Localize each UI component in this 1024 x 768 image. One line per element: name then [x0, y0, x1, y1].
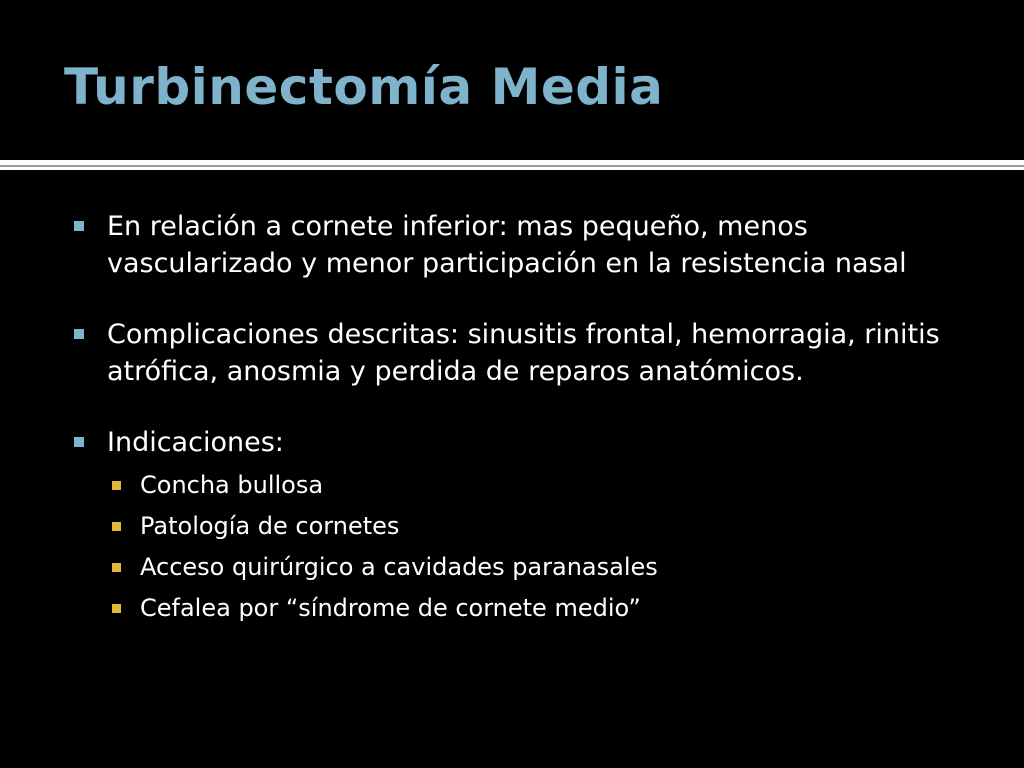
bullet-text: En relación a cornete inferior: mas pequeño, menos vascularizado y menor participación en la resistencia nasal [107, 211, 907, 279]
bullet-item [72, 208, 972, 282]
square-sub-bullet-icon [112, 563, 121, 572]
sub-bullet-item [107, 465, 972, 506]
square-bullet-icon [74, 437, 84, 447]
bullet-text: Indicaciones: [107, 427, 284, 458]
bullet-text: Complicaciones descritas: sinusitis frontal, hemorragia, rinitis atrófica, anosmia y perdida de reparos anatómicos. [107, 319, 940, 387]
bullet-list [72, 208, 972, 629]
square-bullet-icon [74, 329, 84, 339]
sub-bullet-list [107, 465, 972, 629]
sub-bullet-text: Acceso quirúrgico a cavidades paranasales [140, 553, 658, 581]
sub-bullet-text: Concha bullosa [140, 471, 324, 499]
title-separator-line [0, 165, 1024, 167]
square-sub-bullet-icon [112, 522, 121, 531]
title-bar [0, 0, 1024, 160]
square-sub-bullet-icon [112, 481, 121, 490]
sub-bullet-text: Cefalea por “síndrome de cornete medio” [140, 594, 641, 622]
square-sub-bullet-icon [112, 604, 121, 613]
slide-title: Turbinectomía Media [64, 58, 664, 116]
square-bullet-icon [74, 221, 84, 231]
sub-bullet-item [107, 588, 972, 629]
slide-content [0, 170, 1024, 768]
bullet-item [72, 424, 972, 629]
sub-bullet-item [107, 547, 972, 588]
sub-bullet-text: Patología de cornetes [140, 512, 400, 540]
sub-bullet-item [107, 506, 972, 547]
bullet-item [72, 316, 972, 390]
